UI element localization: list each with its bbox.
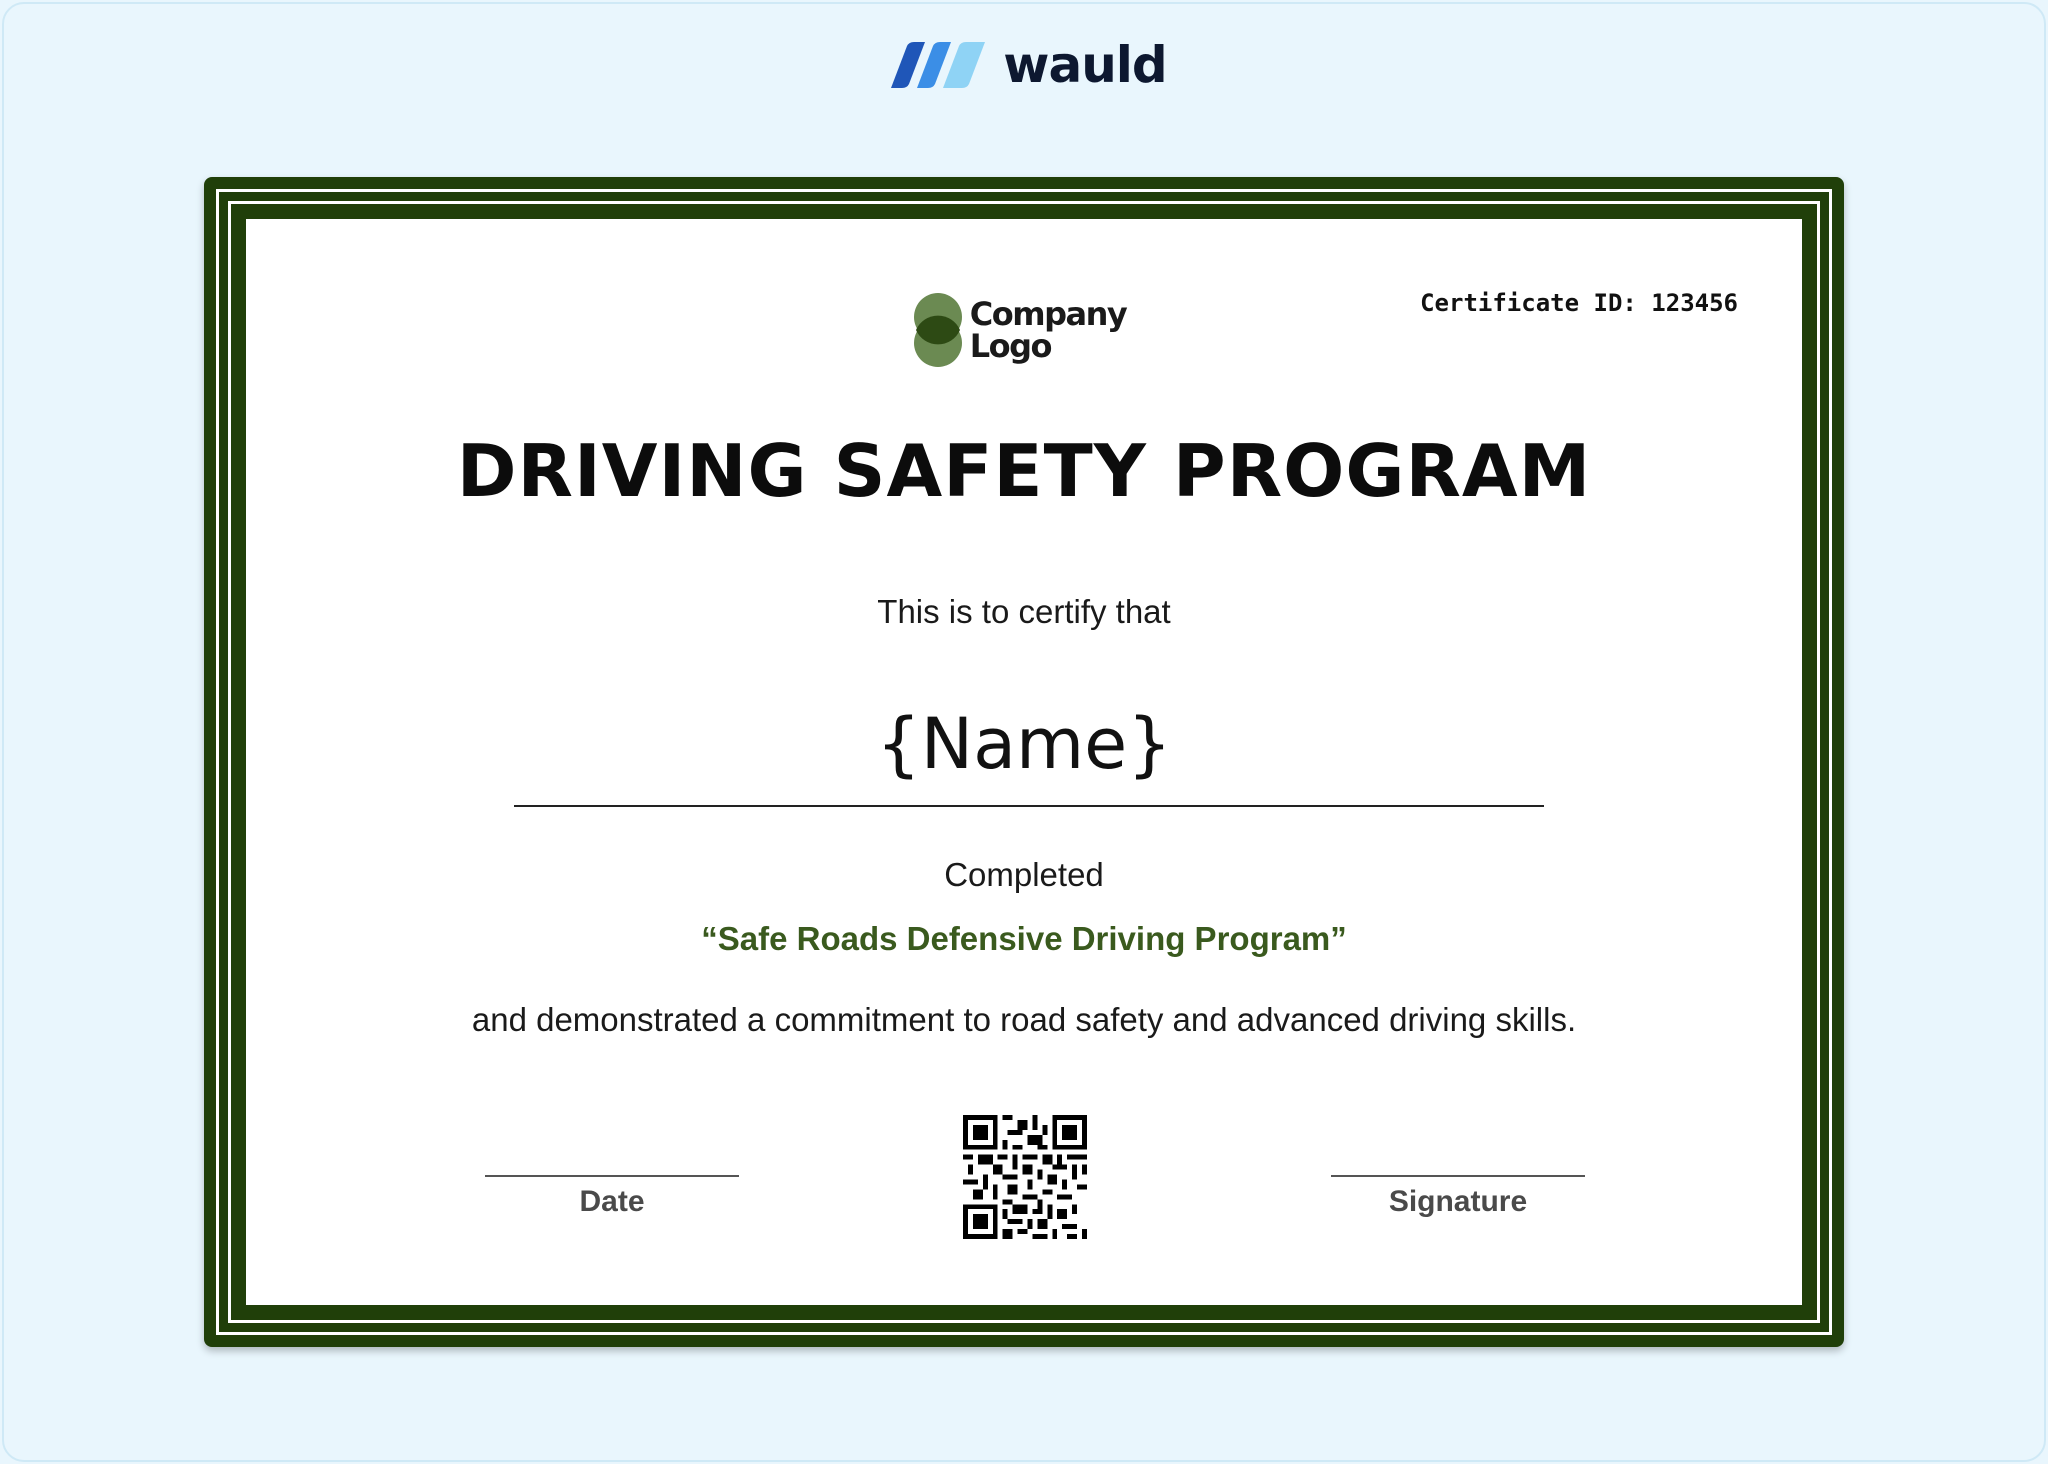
brand-header [0,36,2048,94]
program-name: “Safe Roads Defensive Driving Program” [701,920,1347,957]
description-text: and demonstrated a commitment to road safety and advanced driving skills. [471,1001,1577,1038]
recipient-name: {Name} [876,703,1172,785]
company-logo [246,291,1802,369]
certificate-id: Certificate ID: 123456 [1420,289,1738,317]
certificate-title: DRIVING SAFETY PROGRAM [456,429,1592,513]
certify-text: This is to certify that [877,593,1171,630]
signature-label: Signature [1388,1185,1528,1218]
brand-name: wauld [1003,36,1167,94]
wauld-logo-icon [881,42,989,88]
name-underline [514,805,1544,807]
completed-text: Completed [944,856,1104,893]
overlapping-circles-logo-icon [912,291,964,369]
signature-line [1331,1175,1585,1177]
certificate-body [246,219,1802,1305]
certificate-frame [204,177,1844,1347]
company-logo-text: Company Logo [969,295,1127,365]
date-label: Date [579,1185,645,1218]
date-line [485,1175,739,1177]
qr-code-icon [963,1115,1087,1239]
